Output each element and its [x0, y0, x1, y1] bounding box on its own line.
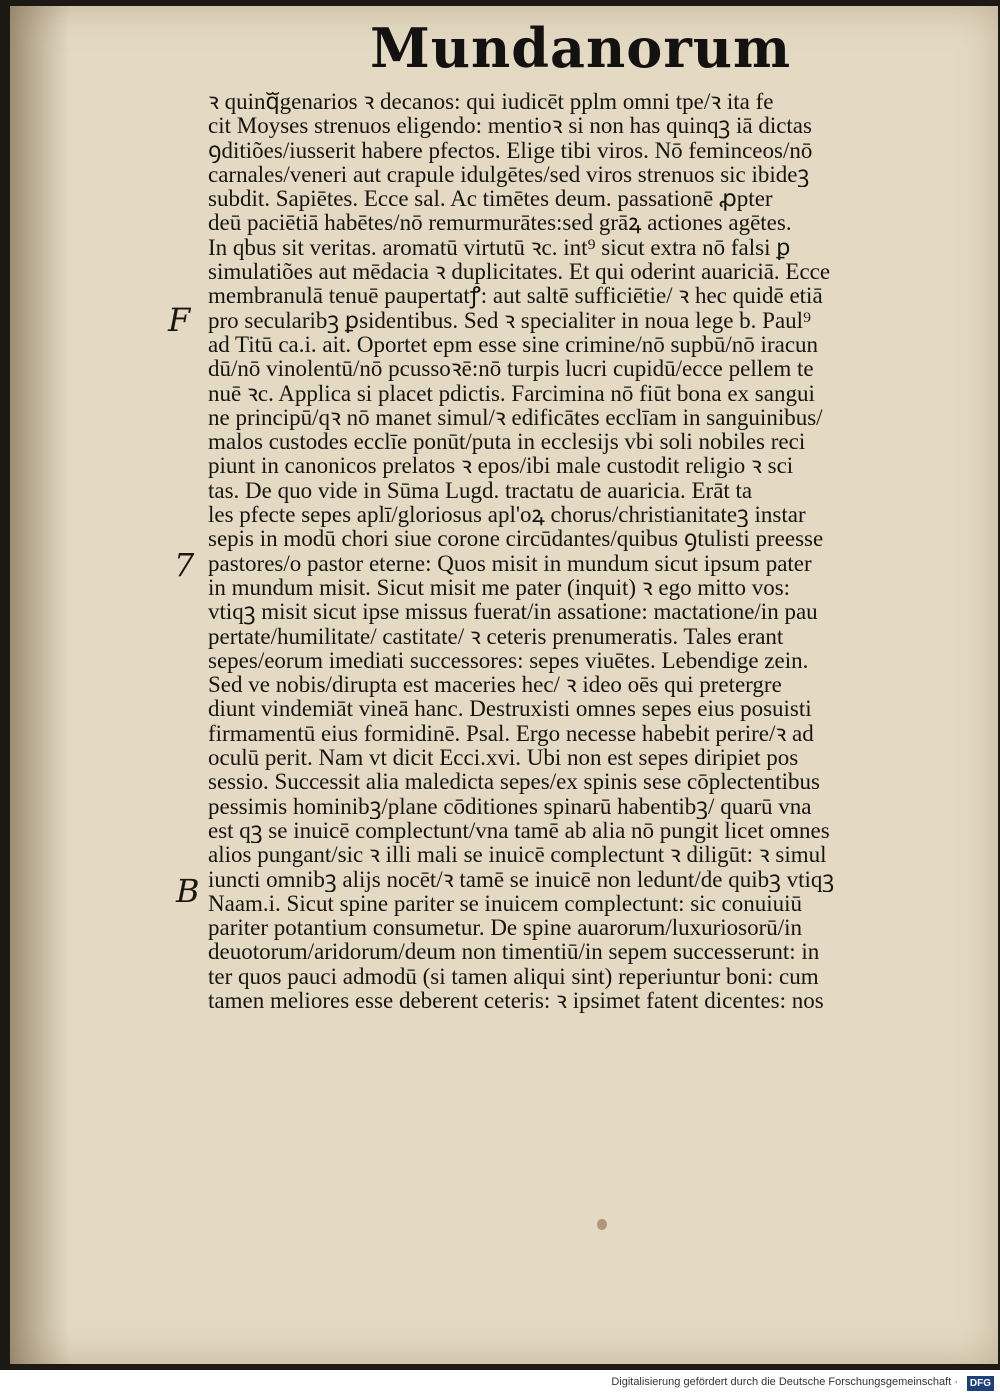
text-line: tamen meliores esse deberent ceteris: ꝛ ipsimet fatent dicentes: nos — [208, 988, 824, 1013]
text-line: ter quos pauci admodū (si tamen aliqui sint) reperiuntur boni: cum — [208, 964, 819, 989]
marginal-letter-7: 7 — [174, 546, 195, 584]
text-line: sepes/eorum imediati successores: sepes viuētes. Lebendige zein. — [208, 648, 809, 673]
text-line: subdit. Sapiētes. Ecce sal. Ac timētes deum. passationē ꝓpter — [208, 187, 773, 212]
paper-stain — [597, 1219, 607, 1230]
text-line: sessio. Successit alia maledicta sepes/ex spinis sese cōplectentibus — [208, 770, 820, 795]
text-line: piunt in canonicos prelatos ꝛ epos/ibi male custodit religio ꝛ sci — [208, 454, 794, 479]
text-line: nuē ꝛc. Applica si placet pdictis. Farcimina nō fiūt bona ex sangui — [208, 381, 815, 406]
text-line: Sed ve nobis/dirupta est maceries hec/ ꝛ ideo oēs qui pretergre — [208, 673, 782, 698]
text-line: cit Moyses strenuos eligendo: mentioꝛ si non has quinqꝫ iā dictas — [208, 114, 812, 139]
text-line: pro secularibꝫ ꝑsidentibus. Sed ꝛ specialiter in noua lege b. Paul⁹ — [208, 308, 812, 333]
text-line: carnales/veneri aut crapule idulgētes/sed viros strenuos sic ibideꝫ — [208, 162, 810, 187]
text-line: tas. De quo vide in Sūma Lugd. tractatu de auaricia. Erāt ta — [208, 478, 753, 503]
text-line: est qꝫ se inuicē complectunt/vna tamē ab alia nō pungit licet omnes — [208, 818, 830, 843]
dfg-logo: DFG — [967, 1376, 994, 1391]
text-line: pastores/o pastor eterne: Quos misit in mundum sicut ipsum pater — [208, 551, 812, 576]
text-line: diunt vindemiāt vineā hanc. Destruxisti omnes sepes eius posuisti — [208, 697, 812, 722]
footer-bar — [0, 1370, 1000, 1397]
text-line: deū paciētiā habētes/nō remurmurātes:sed grāꝝ actiones agētes. — [208, 211, 792, 236]
text-line: In qbus sit veritas. aromatū virtutū ꝛc. int⁹ sicut extra nō falsi ꝑ — [208, 235, 791, 260]
text-line: membranulā tenuē paupertatꝭ: aut saltē sufficiētie/ ꝛ hec quidē etiā — [208, 284, 823, 309]
gutter-shadow — [10, 6, 70, 1364]
text-line: les pfecte sepes aplī/gloriosus apl'oꝝ chorus/christianitateꝫ instar — [208, 503, 806, 528]
text-line: malos custodes ecclīe ponūt/puta in ecclesijs vbi soli nobiles reci — [208, 430, 806, 455]
text-line: vtiqꝫ misit sicut ipse missus fuerat/in assatione: mactatione/in pau — [208, 600, 818, 625]
text-line: sepis in modū chori siue corone circūdantes/quibus ꝯtulisti preesse — [208, 527, 824, 552]
text-line: pessimis hominibꝫ/plane cōditiones spinarū habentibꝫ/ quarū vna — [208, 794, 812, 819]
marginal-letter-b: B — [176, 872, 200, 910]
text-line: pariter potantium consumetur. De spine auarorum/luxuriosorū/in — [208, 916, 803, 941]
text-line: Naam.i. Sicut spine pariter se inuicem complectunt: sic conuiuiū — [208, 891, 803, 916]
text-line: ꝛ quinqᷓgenarios ꝛ decanos: qui iudicēt pplm omni tpe/ꝛ ita fe — [208, 90, 774, 114]
text-line: iuncti omnibꝫ alijs nocēt/ꝛ tamē se inuicē non ledunt/de quibꝫ vtiqꝫ — [208, 867, 835, 892]
text-line: deuotorum/aridorum/deum non timentiū/in sepem successerunt: in — [208, 940, 820, 965]
text-line: alios pungant/sic ꝛ illi mali se inuicē complectunt ꝛ diligūt: ꝛ simul — [208, 843, 827, 868]
text-line: ad Titū ca.i. ait. Oportet epm esse sine crimine/nō supbū/nō iracun — [208, 332, 819, 357]
marginal-letter-f: F — [168, 301, 191, 339]
text-line: dū/nō vinolentū/nō pcussoꝛē:nō turpis lucri cupidū/ecce pellem te — [208, 357, 814, 382]
book-page — [10, 6, 998, 1364]
running-head: Mundanorum — [370, 16, 792, 80]
text-line: ꝯditiões/iusserit habere pfectos. Elige tibi viros. Nō feminceos/nō — [208, 138, 813, 163]
text-line: oculū perit. Nam vt dicit Ecci.xvi. Ubi non est sepes diripiet pos — [208, 746, 799, 771]
text-line: simulatiões aut mēdacia ꝛ duplicitates. Et qui oderint auariciā. Ecce — [208, 260, 831, 285]
text-line: pertate/humilitate/ castitate/ ꝛ ceteris prenumeratis. Tales erant — [208, 624, 784, 649]
text-line: ne principū/qꝛ nō manet simul/ꝛ edificātes ecclīam in sanguinibus/ — [208, 405, 823, 430]
text-line: in mundum misit. Sicut misit me pater (inquit) ꝛ ego mitto vos: — [208, 575, 791, 600]
funding-note: Digitalisierung gefördert durch die Deutsche Forschungsgemeinschaft · — [611, 1376, 958, 1388]
text-line: firmamentū eius formidinē. Psal. Ergo necesse habebit perire/ꝛ ad — [208, 721, 814, 746]
text-block — [208, 90, 953, 1013]
